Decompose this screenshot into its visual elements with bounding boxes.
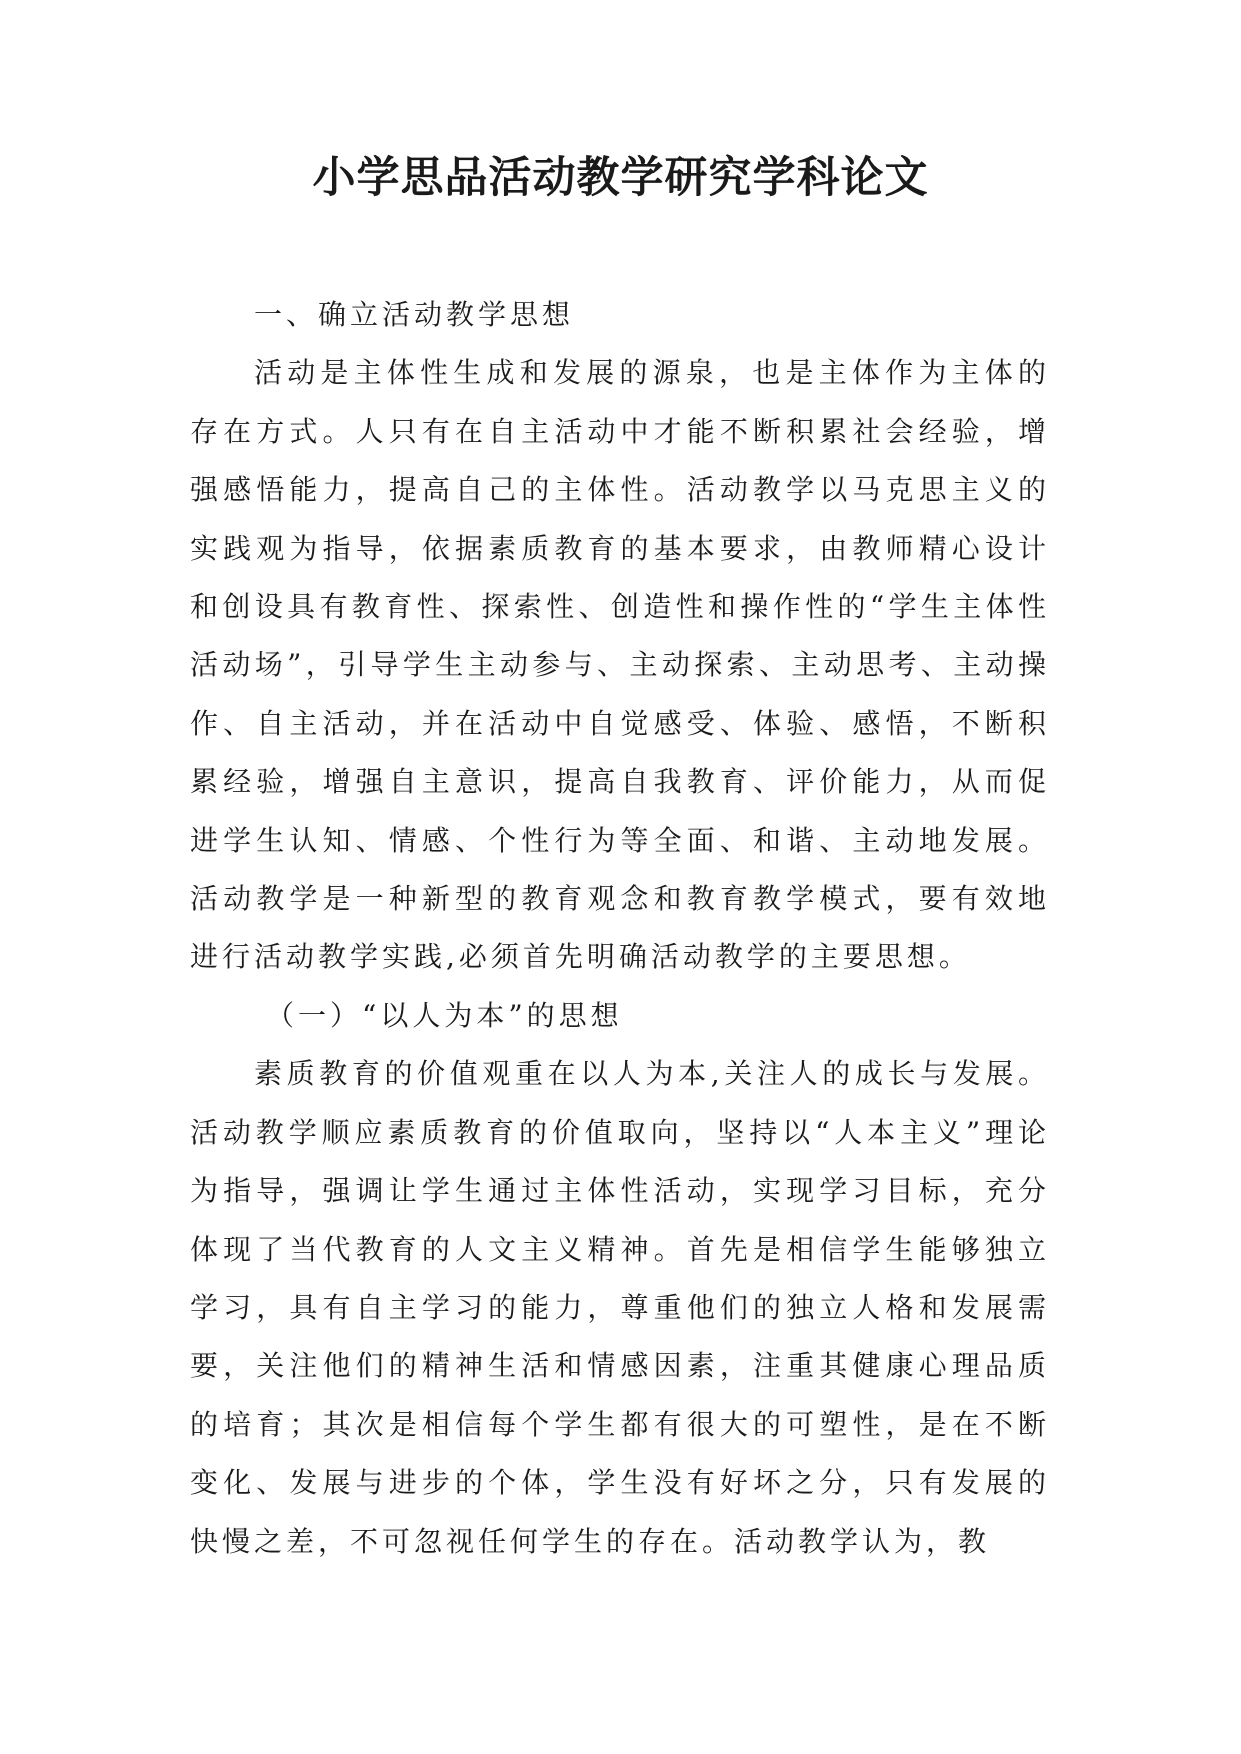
document-title: 小学思品活动教学研究学科论文 [312,153,929,203]
body-paragraph: 活动是主体性生成和发展的源泉，也是主体作为主体的存在方式。人只有在自主活动中才能不断积累社会经验，增强感悟能力，提高自己的主体性。活动教学以马克思主义的实践观为指导，依据素质教育的基本要求，由教师精心设计和创设具有教育性、探索性、创造性和操作性的“学生主体性活动场”，引导学生主动参与、主动探索、主动思考、主动操作、自主活动，并在活动中自觉感受、体验、感悟，不断积累经验，增强自主意识，提高自我教育、评价能力，从而促进学生认知、情感、个性行为等全面、和谐、主动地发展。活动教学是一种新型的教育观念和教育教学模式，要有效地进行活动教学实践,必须首先明确活动教学的主要思想。 [190,356,1050,974]
body-paragraph: 素质教育的价值观重在以人为本,关注人的成长与发展。活动教学顺应素质教育的价值取向，坚持以“人本主义”理论为指导，强调让学生通过主体性活动，实现学习目标，充分体现了当代教育的人文主义精神。首先是相信学生能够独立学习，具有自主学习的能力，尊重他们的独立人格和发展需要，关注他们的精神生活和情感因素，注重其健康心理品质的培育；其次是相信每个学生都有很大的可塑性，是在不断变化、发展与进步的个体，学生没有好坏之分，只有发展的快慢之差，不可忽视任何学生的存在。活动教学认为，教 [190,1057,1050,1558]
subsection-heading: （一）“以人为本”的思想 [266,998,623,1032]
section-heading: 一、确立活动教学思想 [254,298,575,331]
document-body [190,286,1050,1571]
